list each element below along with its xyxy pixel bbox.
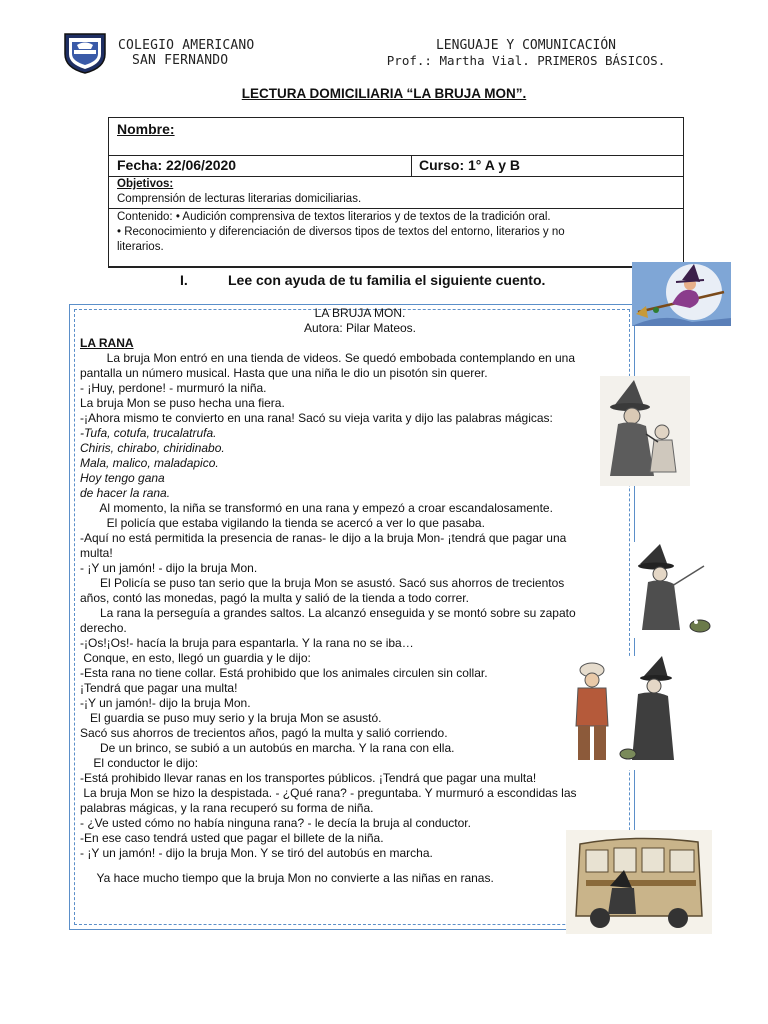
story-line: Mala, malico, maladapico. (80, 456, 219, 470)
subject-header (366, 38, 686, 68)
content-line-1: Contenido: • Audición comprensiva de textos literarios y de textos de la tradición oral. (117, 211, 551, 223)
witch-and-frog-illustration (634, 542, 718, 638)
story-line: -Está prohibido llevar ranas en los transportes públicos. ¡Tendrá que pagar una multa! (80, 771, 537, 785)
content-line-2: • Reconocimiento y diferenciación de diversos tipos de textos del entorno, literarios y no (117, 226, 565, 238)
story-line: La bruja Mon entró en una tienda de videos. Se quedó embobada contemplando en una (80, 351, 576, 365)
instruction-number: I. (180, 272, 188, 288)
guard-and-witch-illustration (566, 656, 684, 770)
objectives-row (109, 177, 683, 209)
story-chapter: LA RANA (80, 336, 134, 350)
story-text (80, 306, 640, 886)
document-title (0, 86, 768, 101)
witch-on-broom-illustration (632, 262, 731, 326)
story-line: -¡Ahora mismo te convierto en una rana! Sacó su vieja varita y dijo las palabras mágicas: (80, 411, 553, 425)
story-lines (80, 351, 640, 861)
instruction-text: Lee con ayuda de tu familia el siguiente cuento. (228, 272, 546, 288)
story-line: -Tufa, cotufa, trucalatrufa. (80, 426, 217, 440)
story-line: -En ese caso tendrá usted que pagar el billete de la niña. (80, 831, 384, 845)
story-line: de hacer la rana. (80, 486, 171, 500)
date-course-row (109, 156, 683, 177)
story-line: -¡Os!¡Os!- hacía la bruja para espantarla. Y la rana no se iba… (80, 636, 414, 650)
content-row (109, 209, 683, 267)
story-line: derecho. (80, 621, 127, 635)
story-line: palabras mágicas, y la rana recuperó su forma de niña. (80, 801, 374, 815)
story-line: - ¡Y un jamón! - dijo la bruja Mon. Y se tiró del autobús en marcha. (80, 846, 433, 860)
content-line-3: literarios. (117, 241, 164, 253)
story-line: Chiris, chirabo, chiridinabo. (80, 441, 225, 455)
story-line: -Esta rana no tiene collar. Está prohibido que los animales circulen sin collar. (80, 666, 488, 680)
story-author: Autora: Pilar Mateos. (303, 321, 417, 335)
story-line: El conductor le dijo: (80, 756, 199, 770)
story-line: El guardia se puso muy serio y la bruja Mon se asustó. (80, 711, 382, 725)
story-line: años, contó las monedas, pagó la multa y salió de la tienda a todo correr. (80, 591, 469, 605)
name-label: Nombre: (117, 121, 175, 137)
school-line-1: COLEGIO AMERICANO (118, 38, 255, 53)
teacher-name: Prof.: Martha Vial. PRIMEROS BÁSICOS. (386, 53, 666, 68)
story-line: - ¡Y un jamón! - dijo la bruja Mon. (80, 561, 258, 575)
name-row[interactable] (109, 118, 683, 156)
story-line: pantalla un número musical. Hasta que una niña le dio un pisotón sin querer. (80, 366, 488, 380)
cell-divider (411, 156, 412, 176)
story-line: Al momento, la niña se transformó en una rana y empezó a croar escandalosamente. (80, 501, 553, 515)
story-line: La bruja Mon se hizo la despistada. - ¿Qué rana? - preguntaba. Y murmuró a escondidas las (80, 786, 577, 800)
story-line: Conque, en esto, llegó un guardia y le dijo: (80, 651, 311, 665)
story-line: El Policía se puso tan serio que la bruja Mon se asustó. Sacó sus ahorros de trecientos (80, 576, 565, 590)
story-line: Hoy tengo gana (80, 471, 165, 485)
story-line: La bruja Mon se puso hecha una fiera. (80, 396, 285, 410)
story-line: De un brinco, se subió a un autobús en marcha. Y la rana con ella. (80, 741, 455, 755)
story-closing: Ya hace mucho tiempo que la bruja Mon no convierte a las niñas en ranas. (80, 871, 494, 885)
objectives-text: Comprensión de lecturas literarias domiciliarias. (117, 193, 362, 205)
instruction (180, 272, 545, 288)
date-label: Fecha: 22/06/2020 (117, 157, 237, 173)
story-line: multa! (80, 546, 113, 560)
objectives-heading: Objetivos: (117, 178, 174, 190)
story-line: El policía que estaba vigilando la tienda se acercó a ver lo que pasaba. (80, 516, 485, 530)
course-label: Curso: 1° A y B (419, 157, 521, 173)
story-line: -¡Y un jamón!- dijo la bruja Mon. (80, 696, 251, 710)
witch-and-girl-illustration (600, 376, 690, 486)
school-crest-logo (62, 30, 108, 74)
school-name (118, 38, 254, 68)
story-title: LA BRUJA MON. (314, 306, 406, 320)
story-line: La rana la perseguía a grandes saltos. La alcanzó enseguida y se montó sobre su zapato (80, 606, 576, 620)
school-line-2: SAN FERNANDO (132, 53, 229, 68)
bus-illustration (566, 830, 712, 934)
subject-name: LENGUAJE Y COMUNICACIÓN (435, 38, 616, 53)
document-title-text: LECTURA DOMICILIARIA “LA BRUJA MON”. (241, 86, 527, 101)
story-line: - ¿Ve usted cómo no había ninguna rana? - le decía la bruja al conductor. (80, 816, 471, 830)
story-line: - ¡Huy, perdone! - murmuró la niña. (80, 381, 267, 395)
story-line: -Aquí no está permitida la presencia de ranas- le dijo a la bruja Mon- ¡tendrá que pagar una (80, 531, 567, 545)
info-table (108, 117, 684, 268)
story-line: ¡Tendrá que pagar una multa! (80, 681, 238, 695)
story-line: Sacó sus ahorros de trecientos años, pagó la multa y salió corriendo. (80, 726, 448, 740)
